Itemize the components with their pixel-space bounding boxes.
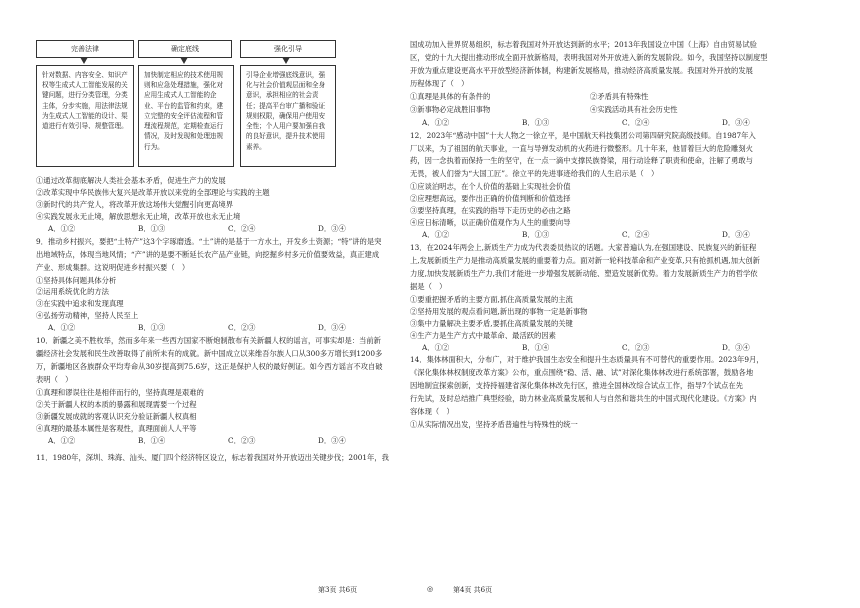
choice: A．①② [48,435,76,445]
choice: C．②③ [228,435,256,445]
q13-text: 力度,加快发展新质生产力,我们才能进一步增强发展新动能、塑造发展新优势。着力发展新质生产力的哲学依 [410,268,758,278]
q8-option: ①通过改革彻底解决人类社会基本矛盾，促进生产力的发展 [36,176,226,185]
q11-option: ②矛盾具有特殊性 [590,91,649,101]
box-body-2: 加快制定相应的技术使用规则和应急处理措施，强化对应用生成式人工智能的企业、平台的监管和约束，建立完整的安全评估流程和管理流程规范，定期检查运行情况，及时发现和处理违规行为。 [138,65,234,167]
q13-text: 上,发展新质生产力是推动高质量发展的重要着力点。面对新一轮科技革命和产业变革,只有抢抓机遇,加大创新 [410,255,760,265]
choice: B．①③ [138,323,166,333]
q13-option: ③集中力量解决主要矛盾,要抓住高质量发展的关键 [410,318,573,328]
q10-text: 10．新疆之美不胜枚举，然而多年来一些西方国家不断炮制散布有关新疆人权的谣言，可事实却是：当前新 [36,336,381,346]
box-body-1: 针对数据、内容安全、知识产权等生成式人工智能发展的关键问题，进行分类管理，分类主体，分步实施，用法律法规为生成式人工智能的设计、渠道进行有效引导、规整管理。 [36,65,134,167]
q14-option: ①从实际情况出发，坚持矛盾普遍性与特殊性的统一 [410,420,578,430]
q11-text: 历程体现了（ ） [410,78,469,88]
seal-icon: ◎ [427,585,434,593]
q12-text: 无畏，被人们誉为“大国工匠”。徐立平的先进事迹给我们的人生启示是（ ） [410,169,659,179]
right-page [410,40,828,432]
choice: D．③④ [318,323,346,333]
q9-text: 出地域特点，体现当地风情；“产”讲的是要不断延长农产品产业链，向挖掘乡村多元价值要效益，真正建成 [36,249,380,259]
box-head-2: 确定底线 [138,40,232,58]
page-number-left: 第3页 共6页 [318,586,358,594]
choice: A．①② [422,117,450,127]
q10-text: 表明（ ） [36,375,73,384]
q12-choices [410,230,828,241]
q11-option: ③新事物必定战胜旧事物 [410,104,491,114]
q14-text: 14．集体林面积大，分布广，对于维护我国生态安全和提升生态质量具有不可替代的重要作用。2023年9月， [410,355,764,365]
q13-option: ②坚持用发展的观点看问题,新出现的事物一定是新事物 [410,306,588,316]
q12-option: ③要坚持真理，在实践的指导下走历史的必由之路 [410,206,571,216]
q9-choices [36,323,398,334]
q11-text: 11．1980年，深圳、珠海、汕头、厦门四个经济特区设立，标志着我国对外开放迈出关键步伐；2001年，我 [36,452,389,462]
q10-option: ①真理和谬误往往是相伴而行的，坚持真理是艰难的 [36,387,204,397]
choice: A．①② [422,342,450,352]
choice: B．①③ [138,223,166,233]
q12-text: 12．2023年“感动中国”十大人物之一徐立平，是中国航天科技集团公司第四研究院高级技师。自1987年入 [410,130,756,140]
choice: C．②④ [622,230,650,240]
q8-option: ②改革实现中华民族伟大复兴是改革开放以来党的全部理论与实践的主题 [36,187,270,197]
q11-options-row [410,105,828,116]
q9-option: ③在实践中追求和发现真理 [36,299,124,309]
q14-text: 行先试，及时总结推广典型经验，助力林业高质量发展和人与自然和谐共生的中国式现代化建设。《方案》内 [410,394,757,404]
q13-choices [410,343,828,354]
q12-option: ④应日标清晰，以正确价值观作为人生的重要向导 [410,218,571,228]
choice: D．③④ [722,342,750,352]
q13-option: ①要重把握矛盾的主要方面,抓住高质量发展的主流 [410,294,573,304]
q9-option: ④弘扬劳动精神，坚持人民至上 [36,311,139,321]
q9-text: 产业、形成集群。这说明促进乡村振兴要（ ） [36,262,190,272]
choice: D．③④ [318,435,346,445]
choice: D．③④ [722,230,750,240]
q10-option: ④真理的最基本属性是客观性，真理面前人人平等 [36,423,197,433]
choice: B．①④ [522,342,550,352]
q11-choices [410,118,828,129]
choice: C．②④ [622,117,650,127]
q12-option: ①应谈泊明志，在个人价值的基础上实现社会价值 [410,182,571,192]
q14-text: 《深化集体林权制度改革方案》公布，重点围绕“稳、活、融、试”对深化集体林改进行系统部署，鼓励各地 [410,368,754,378]
q13-text: 据是（ ） [410,281,447,291]
page-number-right: 第4页 共6页 [453,586,493,594]
q14-text: 因地制宜探索创新，支持持福建省深化集体林改先行区，推进全国林改综合试点工作，指导7个试点在先 [410,381,743,391]
choice: D．③④ [318,223,346,233]
choice: D．③④ [722,117,750,127]
q8-choices [36,224,398,235]
arrow-down-icon [180,57,188,64]
q11-option: ④实践活动具有社会历史性 [590,104,678,114]
arrow-down-icon [80,57,88,64]
choice: A．①② [48,223,76,233]
q10-option: ②关于新疆人权的本质的暴露和展现需要一个过程 [36,399,197,409]
flow-boxes [36,40,398,170]
q10-choices [36,436,398,447]
q13-option: ④生产力是生产方式中最革命、最活跃的因素 [410,330,556,340]
choice: C．②③ [228,323,256,333]
q9-option: ①坚持具体问题具体分析 [36,275,117,285]
q9-option: ②运用系统优化的方法 [36,287,109,297]
q14-text: 容体现（ ） [410,407,454,417]
choice: B．①③ [522,230,550,240]
choice: A．①② [48,323,76,333]
q12-text: 药，因一念执着而保持一生的坚守，在一点一滴中支撑民族脊梁，用行动诠释了职责和使命，注解了勇敢与 [410,156,753,166]
q11-options-row [410,92,828,103]
q10-text: 万，新疆地区各族群众平均寿命从30岁提高到75.6岁，这正是保护人权的最好例证。如今西方谣言不攻自破 [36,362,383,372]
q11-text: 开放为重点建设更高水平开放型经济新体制，构建新发展格局，推动经济高质量发展。我国对外开放的发展 [410,65,753,75]
arrow-down-icon [282,57,290,64]
q8-option: ④实践发展永无止境，解放思想永无止境，改革开放也永无止境 [36,211,241,221]
box-body-3: 引导企业增强底线意识，强化与社会价值观层面和全身意识，承担相应的社会责任；提高平台审广播和验证规则权限，确保用户使用安全性；个人用户要加强自我的良好意识，提升技术使用素养。 [240,65,336,167]
q11-option: ①真理是具体的有条件的 [410,91,491,101]
choice: B．①③ [522,117,550,127]
q11-text: 区，党的十九大提出推动形成全面开放新格局，表明我国对外开放进入新的发展阶段。如今，我国坚持以制度型 [410,52,768,62]
q10-option: ③新疆发展成就的客观认识充分验证新疆人权真相 [36,411,197,421]
q12-text: 厂以来，为了祖国的航天事业，一直与导弹发动机的火药进行微整形。几十年来，他冒着巨大的危险雕刻火 [410,143,753,153]
left-page [36,0,398,466]
choice: C．②④ [228,223,256,233]
box-head-3: 强化引导 [240,40,336,58]
box-head-1: 完善法律 [36,40,134,58]
choice: C．②③ [622,342,650,352]
q11-text: 国成功加入世界贸易组织，标志着我国对外开放达到新的水平；2013年我国设立中国（上海）自由贸易试验 [410,40,757,49]
q10-text: 疆经济社会发展和民生改善取得了前所未有的成就。新中国成立以来维吾尔族人口从300多万增长到1200多 [36,349,383,359]
q13-text: 13．在2024年两会上,新质生产力成为代表委员热议的话题。大家普遍认为,在强国建设、民族复兴的新征程 [410,243,757,252]
q12-option: ②应理想高远，要作出正确的价值判断和价值选择 [410,194,571,204]
choice: B．①④ [138,435,166,445]
choice: A．①② [422,230,450,240]
q8-option: ③新时代的共产党人，将改革开放这场伟大觉醒引向更高境界 [36,199,234,209]
q9-text: 9．推动乡村振兴，要把“土特产”这3个字琢磨透。“土”讲的是基于一方水土，开发乡土资源；“特”讲的是突 [36,236,382,246]
